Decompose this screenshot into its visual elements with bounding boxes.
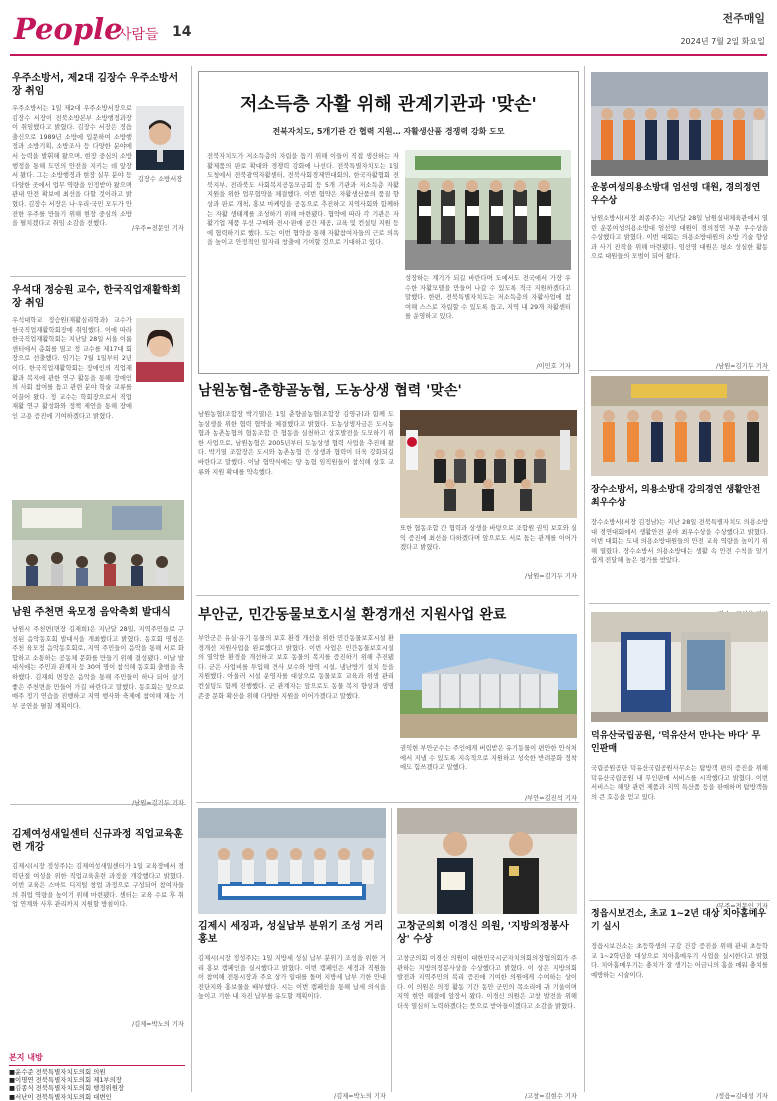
paper-name: 전주매일 xyxy=(722,12,765,25)
article-women-center xyxy=(12,828,184,1028)
article-headline: 우석대 정승원 교수, 한국직업재활학회장 취임 xyxy=(12,285,181,309)
article-headline: 남원 주천면 육모정 음악축회 발대식 xyxy=(12,607,171,618)
article-body: 장수소방서(서장 김정남)는 지난 28일 전북특별자치도 의용소방대 경연대회에서 생활안전 분야 최우수상을 수상했다고 밝혔다. 이번 대회는 도내 의용소방대원들의 안전 교육 역량을 높이기 위해 열렸다. 장수소방서 의용소방대는 생활 속 안전 수칙을 알기 쉽게 전달해 높은 평가를 받았다. xyxy=(591,519,768,565)
column-divider xyxy=(191,66,192,1092)
article-headline: 장수소방서, 의용소방대 강의경연 생활안전 최우수상 xyxy=(591,485,761,508)
article-nonghyup xyxy=(198,380,577,582)
article-body: 국립공원공단 덕유산국립공원사무소는 탐방객 편의 증진을 위해 덕유산국립공원 내 무인판매 서비스를 시작했다고 밝혔다. 이번 서비스는 해양 관련 제품과 지역 특산품 등을 판매하며 탐방객들의 큰 호응을 얻고 있다. xyxy=(591,765,768,801)
byline: /남원=김기두 기자 xyxy=(716,363,768,370)
portrait-photo xyxy=(136,318,184,382)
article-animal-shelter xyxy=(198,604,577,804)
byline: /김제=박노의 기자 xyxy=(132,1021,184,1028)
section-subtitle: 사람들 xyxy=(118,27,159,43)
music-club-photo xyxy=(12,500,184,600)
article-body: 고창군의회 이경신 의원이 대한민국시군자치의회의장협의회가 주관하는 지방의정봉사상을 수상했다고 밝혔다. 이 상은 지방의회 발전과 지역주민의 복리 증진에 기여한 의원에게 수여하는 상이다. 이 의원은 의정 활동 기간 동안 군민의 목소리에 귀 기울이며 지역 현안 해결에 앞장서 왔다. 이경신 의원은 고창 발전을 위해 더욱 열심히 노력하겠다는 뜻으로 받아들이겠다고 소감을 밝혔다. xyxy=(397,955,577,1010)
fire-volunteers-photo xyxy=(591,72,768,176)
lead-article xyxy=(198,71,579,374)
article-body: 김제시(시장 정성주)는 1일 지방세 성실 납부 분위기 조성을 위한 거리 홍보 캠페인을 실시했다고 밝혔다. 이번 캠페인은 세정과 직원들이 참여해 전통시장과 주요 상가 일대를 돌며 지방세 납부 기한 안내 전단지와 홍보물을 배부했다. 시는 이번 캠페인을 통해 납세 의식을 높이고 기한 내 자진 납부를 유도할 계획이다. xyxy=(198,955,386,1001)
byline: /정읍=김대성 기자 xyxy=(716,1093,768,1100)
visitor-item: ■김종식 전북특별자치도의회 행정위원장 xyxy=(9,1084,125,1093)
article-divider xyxy=(589,370,770,371)
article-professor xyxy=(12,284,184,506)
portrait-photo xyxy=(136,106,184,170)
article-body: 또한 협동조합 간 협력과 상생을 바탕으로 조합원 권익 보호와 실익 증진에 최선을 다하겠다며 앞으로도 서로 돕는 관계를 이어가겠다고 밝혔다. xyxy=(400,525,577,552)
article-body: 우석대학교 정승원(재활심리학과) 교수가 한국직업재활학회장에 취임했다. 이에 따라 한국직업재활학회는 지난달 28일 서울 이룸센터에서 총회를 열고 정 교수를 제17대 회장으로 선출했다. 임기는 7월 1일부터 2년이다. 한국직업재활학회는 장애인의 직업재활과 복지에 관한 연구 활동을 통해 장애인의 사회 참여를 돕고 관련 분야 학술 교류를 이끌어 왔다. 정 교수는 학회장으로서 직업재활 연구 활성화와 정책 제언을 통해 장애인 고용 증진에 기여하겠다고 밝혔다. xyxy=(12,317,132,420)
visitor-item: ■서난이 전북특별자치도의회 대변인 xyxy=(9,1092,112,1101)
article-divider xyxy=(589,900,770,901)
article-headline: 정읍시보건소, 초교 1~2년 대상 치아홈메우기 실시 xyxy=(591,909,767,932)
article-headline: 운봉여성의용소방대 엄선영 대원, 경의정연 우수상 xyxy=(591,183,761,206)
lead-subheadline: 전북자치도, 5개기관 간 협력 지원… 자활생산품 경쟁력 강화 도모 xyxy=(272,127,505,136)
jangsu-volunteers-photo xyxy=(591,376,768,476)
page-number: 14 xyxy=(172,24,192,40)
lead-headline: 저소득층 자활 위해 관계기관과 '맞손' xyxy=(240,94,537,115)
article-divider xyxy=(10,276,186,277)
masthead xyxy=(0,0,777,64)
article-council-award xyxy=(397,920,577,1100)
article-body: 남원소방서(서장 최종주)는 지난달 28일 남원실내체육관에서 열린 운봉여성의용소방대 엄선영 대원이 경의정연 부문 우수상을 수상했다고 밝혔다. 이번 대회는 의용소방대원의 소방 기술 향상과 사기 진작을 위해 마련됐다. 엄선영 대원은 평소 성실한 활동으로 대원들의 모범이 되어 왔다. xyxy=(591,215,768,261)
visitor-item: ■이명연 전북특별자치도의회 제1부의장 xyxy=(9,1076,122,1085)
issue-date: 2024년 7월 2일 화요일 xyxy=(680,37,765,46)
article-body: 남원시 주천면(면장 김재희)은 지난달 28일, 지역주민들로 구성된 음악동호회 발대식을 개최했다고 밝혔다. 동호회 명칭은 주천 육모정 음악동호회로, 지역 주민들이 음악을 통해 서로 화합하고 소통하는 공동체 문화를 만들기 위해 결성됐다. 이날 발대식에는 주민과 관계자 등 30여 명이 참석해 동호회 출범을 축하했다. 김재희 면장은 음악을 통해 주민들이 하나 되어 살기 좋은 주천면을 만들어 가길 바란다고 말했다. 동호회는 앞으로 매주 정기 연습을 진행하고 지역 행사와 축제에 참여해 재능 기부 공연을 펼칠 계획이다. xyxy=(12,626,185,710)
award-photo xyxy=(397,808,577,914)
vending-kiosk-photo xyxy=(591,612,768,722)
byline xyxy=(12,798,184,807)
byline: /부안=김진석 기자 xyxy=(525,795,577,802)
animal-shelter-photo xyxy=(400,634,577,738)
article-dental xyxy=(591,908,768,1100)
article-headline: 우주소방서, 제2대 김장수 우주소방서장 취임 xyxy=(12,73,179,97)
article-music-club xyxy=(12,606,184,807)
article-volunteer-award xyxy=(591,182,768,370)
masthead-rule xyxy=(10,54,767,56)
section-title: People xyxy=(14,12,123,46)
visitor-box-title: 본지 내방 xyxy=(9,1053,43,1062)
article-body: 우주소방서는 1일 제2대 우주소방서장으로 김장수 서장이 전북소방본부 소방행정과장이 취임했다고 밝혔다. 김장수 서장은 정읍 출신으로 1989년 소방에 입문하여 소방행정과 소방기획, 소방조사 등 다양한 분야에서 능력을 발휘해 왔으며, 현장 중심의 소방행정을 통해 도민의 안전을 지키는 데 앞장서 왔다. 그는 소방행정과 현장 실무 분야 등 다양한 곳에서 업무 역량을 인정받아 왔으며 관내 안전 확보에 최선을 다할 것이라고 밝혔다. 김장수 서장은 나·우리·국민 모두가 안전한 우주를 만들기 위해 현장 중심의 소방을 펼치겠다고 취임 소감을 전했다. xyxy=(12,105,132,228)
article-headline: 김제여성새일센터 신규과정 직업교육훈련 개강 xyxy=(12,829,184,853)
article-headline: 부안군, 민간동물보호시설 환경개선 지원사업 완료 xyxy=(198,607,507,623)
article-body: 권익현 부안군수는 주인에게 버림받은 유기동물이 편안한 안식처에서 지낼 수 있도록 지속적으로 지원하고 성숙한 반려문화 정착에도 힘쓰겠다고 말했다. xyxy=(400,745,577,772)
visitor-item: ■윤수준 전북특별자치도의회 의원 xyxy=(9,1068,106,1076)
column-divider xyxy=(391,808,392,1092)
agreement-ceremony-photo xyxy=(405,150,571,270)
byline: /남원=김기두 기자 xyxy=(525,573,577,580)
nonghyup-agreement-photo xyxy=(400,410,577,518)
tax-campaign-photo xyxy=(198,808,386,914)
article-divider xyxy=(196,595,579,596)
article-body: 부안군은 유실·유기 동물의 보호 환경 개선을 위한 민간동물보호시설 환경개선 지원사업을 완료했다고 밝혔다. 이번 사업은 민간동물보호시설의 열악한 환경을 개선하고 보호 동물의 복지를 증진하기 위해 추진됐다. 군은 사업비를 투입해 견사 보수와 방역 시설, 냉난방기 설치 등을 지원했다. 아울러 시설 운영자를 대상으로 동물보호 교육과 위생 관리 컨설팅도 함께 진행했다. 군 관계자는 앞으로도 동물 복지 향상과 생명 존중 문화 확산을 위해 다양한 지원을 이어가겠다고 말했다. xyxy=(198,635,394,700)
article-tax-campaign xyxy=(198,920,386,1100)
article-body: 정읍시보건소는 초등학생의 구강 건강 증진을 위해 관내 초등학교 1~2학년을 대상으로 치아홈메우기 사업을 실시한다고 밝혔다. 치아홈메우기는 충치가 잘 생기는 어금니의 홈을 메워 충치를 예방하는 시술이다. xyxy=(591,943,768,979)
article-fire-chief xyxy=(12,72,184,280)
byline: /김제=박노의 기자 xyxy=(334,1093,386,1100)
byline: /고창=김현수 기자 xyxy=(525,1093,577,1100)
article-jangsu-award xyxy=(591,484,768,618)
byline: /무주=전문인 기자 xyxy=(716,903,768,910)
article-headline: 남원농협-춘향골농협, 도농상생 협력 '맞손' xyxy=(198,383,462,399)
article-body: 전북자치도가 저소득층의 자립을 돕기 위해 이들이 직접 생산하는 자활제품의 판로 확대와 경쟁력 강화에 나선다. 전북특별자치도는 1일 도청에서 전북광역자활센터, 전북사회경제연대회의, 한국자활협회 전북지부, 전라북도 사회복지공동모금회 등 5개 기관과 저소득층 자활 지원을 위한 업무협약을 체결했다. 이번 협약은 자활생산품의 품질 향상과 판로 개척, 홍보 마케팅을 공동으로 추진하고 지역사회와 함께하는 자활 생태계를 조성하기 위해 마련됐다. 협약에 따라 각 기관은 자활기업 제품 우선 구매와 전시·판매 공간 제공, 교육 및 컨설팅 지원 등에 협력하기로 했다. 도는 이번 협약을 통해 자활참여자들의 근로 의욕을 높이고 안정적인 일자리 창출에 기여할 것으로 기대하고 있다. xyxy=(207,153,399,247)
article-body: 남원농협(조합장 박기열)은 1일 춘향골농협(조합장 김영규)과 함께 도농상생을 위한 협력 협약을 체결했다고 밝혔다. 도농상생자금은 도시농협과 농촌농협의 협동조합 간 협동을 실천하고 상호발전을 도모하기 위한 사업으로, 남원농협은 2005년부터 도농상생 협력 사업을 추진해 왔다. 박기열 조합장은 도시와 농촌농협 간 상생과 협력이 더욱 강화되길 바란다고 말했다. 이날 협약식에는 양 농협 임직원들이 참석해 상호 교류와 지원 확대를 약속했다. xyxy=(198,411,394,476)
visitor-box xyxy=(9,1052,185,1101)
article-headline: 김제시 세징과, 성실납부 분위기 조성 거리 홍보 xyxy=(198,921,384,945)
column-divider xyxy=(584,66,585,1092)
byline: /이민호 기자 xyxy=(536,363,571,370)
article-body: 김제시(시장 정성주)는 김제여성새일센터가 1일 교육장에서 경력단절 여성을 위한 직업교육훈련 과정을 개강했다고 밝혔다. 이번 교육은 스마트 디지털 창업 과정으로 구성되어 참여자들의 취업 역량을 높이기 위해 마련됐다. 센터는 교육 수료 후 취업 연계와 사후 관리까지 지원할 방침이다. xyxy=(12,863,184,909)
article-headline: 고창군의회 이경신 의원, '지방의정봉사상' 수상 xyxy=(397,921,569,945)
photo-caption: 김장수 소방서장 xyxy=(137,176,183,183)
article-deogyusan xyxy=(591,730,768,910)
article-body: 성장하는 계기가 되길 바란다며 도에서도 전국에서 가장 우수한 자활모델을 만들어 나갈 수 있도록 적극 지원하겠다고 말했다. 한편, 전북특별자치도는 저소득층의 자활사업에 참여해 스스로 자립할 수 있도록 돕고, 지역 내 29개 자활센터를 운영하고 있다. xyxy=(405,275,571,321)
article-headline: 덕유산국립공원, '덕유산서 만나는 바다' 무인판매 xyxy=(591,731,761,754)
byline: /우주=전문인 기자 xyxy=(132,225,184,232)
article-divider xyxy=(589,603,770,604)
article-divider xyxy=(196,802,579,803)
visitor-box-rule xyxy=(9,1065,185,1066)
article-divider xyxy=(10,804,186,805)
